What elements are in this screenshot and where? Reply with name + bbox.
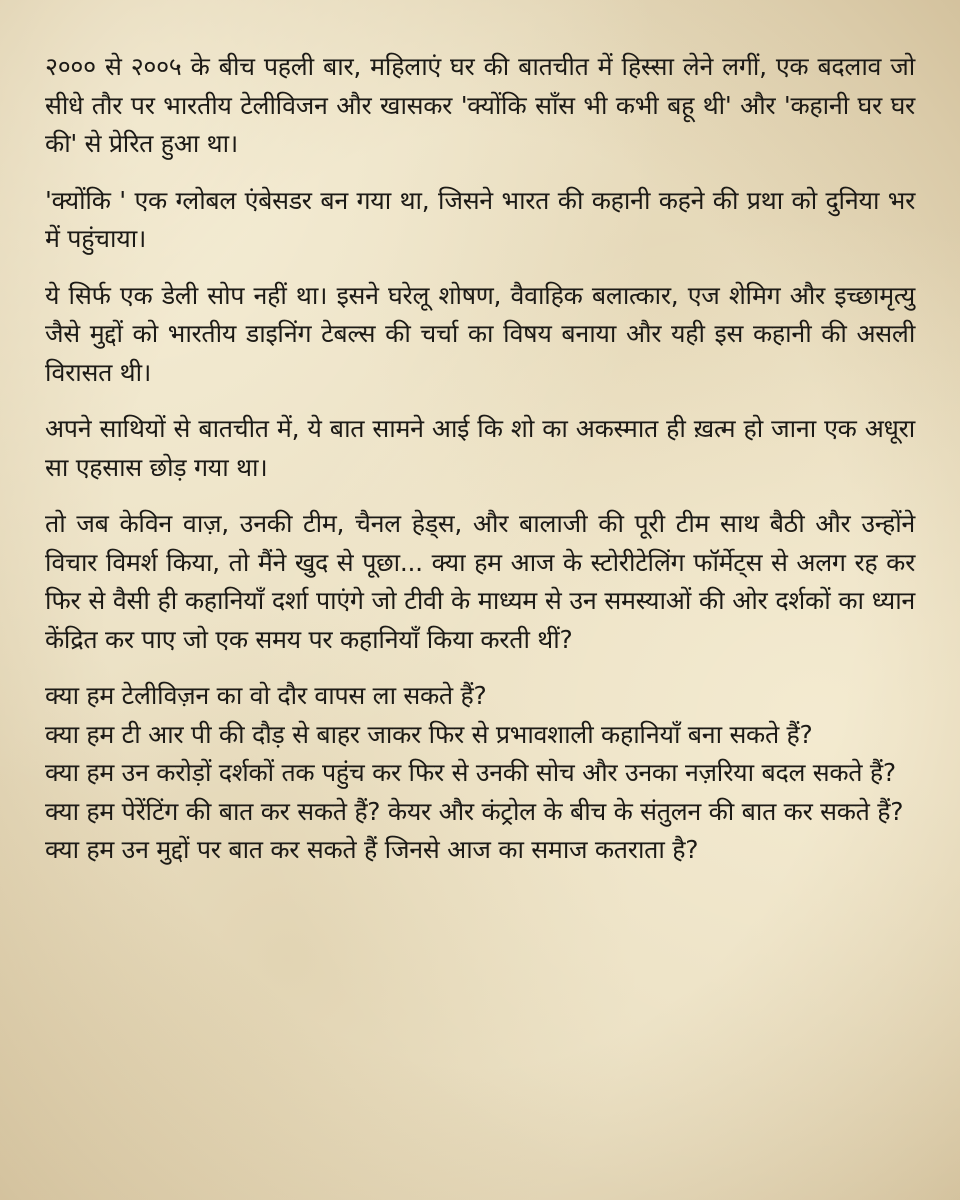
question-3: क्या हम उन करोड़ों दर्शकों तक पहुंच कर फिर से उनकी सोच और उनका नज़रिया बदल सकते हैं? [45,758,896,787]
question-2: क्या हम टी आर पी की दौड़ से बाहर जाकर फिर से प्रभावशाली कहानियाँ बना सकते हैं? [45,719,813,749]
paragraph-5: तो जब केविन वाज़, उनकी टीम, चैनल हेड्स, और बालाजी की पूरी टीम साथ बैठी और उन्होंने विचार विमर्श किया, तो मैंने खुद से पूछा... क्या हम आज के स्टोरीटेलिंग फॉर्मेट्स से अलग रह कर फिर से वैसी ही कहानियाँ दर्शा पाएंगे जो टीवी के माध्यम से उन समस्याओं की ओर दर्शकों का ध्यान केंद्रित कर पाए जो एक समय पर कहानियाँ किया करती थीं? [45,509,915,654]
question-1: क्या हम टेलीविज़न का वो दौर वापस ला सकते हैं? [45,681,487,710]
paragraph-4: अपने साथियों से बातचीत में, ये बात सामने आई कि शो का अकस्मात ही ख़त्म हो जाना एक अधूरा सा एहसास छोड़ गया था। [45,414,915,482]
question-4: क्या हम पेरेंटिंग की बात कर सकते हैं? केयर और कंट्रोल के बीच के संतुलन की बात कर सकते हैं? [45,796,904,826]
paragraph-3: ये सिर्फ एक डेली सोप नहीं था। इसने घरेलू शोषण, वैवाहिक बलात्कार, एज शेमिग और इच्छामृत्यु जैसे मुद्दों को भारतीय डाइनिंग टेबल्स की चर्चा का विषय बनाया और यही इस कहानी की असली विरासत थी। [45,280,915,387]
question-list [45,677,915,870]
question-5: क्या हम उन मुद्दों पर बात कर सकते हैं जिनसे आज का समाज कतराता है? [45,835,699,864]
paragraph-1: २००० से २००५ के बीच पहली बार, महिलाएं घर की बातचीत में हिस्सा लेने लगीं, एक बदलाव जो सीधे तौर पर भारतीय टेलीविजन और खासकर 'क्योंकि साँस भी कभी बहू थी' और 'कहानी घर घर की' से प्रेरित हुआ था। [45,52,915,158]
text-block [45,48,915,870]
paragraph-2: 'क्योंकि ' एक ग्लोबल एंबेसडर बन गया था, जिसने भारत की कहानी कहने की प्रथा को दुनिया भर में पहुंचाया। [45,185,915,253]
